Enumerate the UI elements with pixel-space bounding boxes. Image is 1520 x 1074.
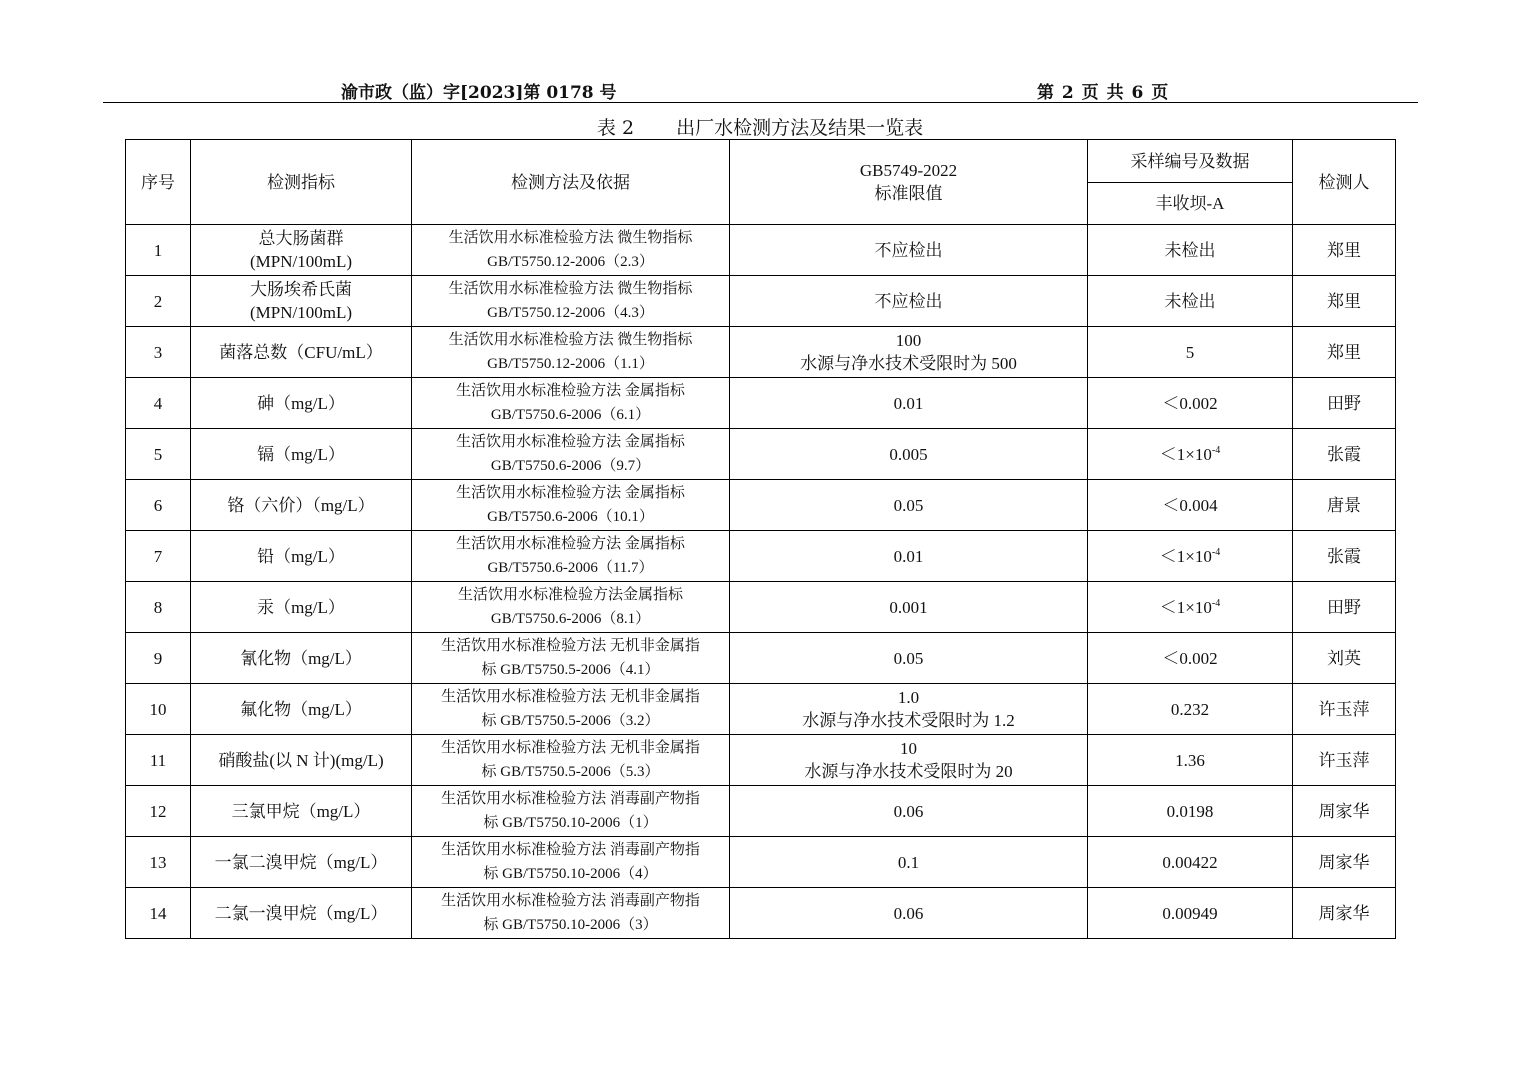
method-line: 标 GB/T5750.10-2006（3） (483, 917, 658, 933)
cell-result (1088, 582, 1293, 633)
result-value: ＜1×10 (1159, 546, 1212, 566)
cell-result (1088, 225, 1293, 276)
table-row (126, 378, 1396, 429)
table-row (126, 582, 1396, 633)
limit-line: 1.0 (897, 688, 920, 707)
indicator-line: 二氯一溴甲烷（mg/L） (214, 903, 388, 923)
method-line: 标 GB/T5750.10-2006（1） (483, 815, 658, 831)
method-line: GB/T5750.6-2006（10.1） (487, 509, 654, 525)
cell-method (412, 633, 730, 684)
method-line: 生活饮用水标准检验方法金属指标 (457, 587, 683, 603)
cell-method (412, 735, 730, 786)
limit-line: 水源与净水技术受限时为 1.2 (802, 711, 1015, 730)
indicator-line: 铬（六价）（mg/L） (227, 495, 375, 515)
method-line: 生活饮用水标准检验方法 金属指标 (456, 536, 685, 552)
limit-line: 0.05 (893, 495, 924, 515)
cell-result (1088, 735, 1293, 786)
cell-seq: 2 (126, 276, 191, 327)
result-value: ＜0.004 (1162, 495, 1218, 515)
limit-line: 0.01 (893, 393, 924, 413)
method-line: GB/T5750.6-2006（6.1） (490, 407, 651, 423)
table-row (126, 225, 1396, 276)
cell-limit (730, 735, 1088, 786)
indicator-line: 大肠埃希氏菌 (250, 280, 352, 299)
indicator-line: (MPN/100mL) (250, 303, 352, 322)
limit-line: 水源与净水技术受限时为 20 (804, 762, 1013, 781)
cell-seq: 4 (126, 378, 191, 429)
cell-result (1088, 837, 1293, 888)
cell-tester: 周家华 (1293, 888, 1396, 939)
table-row (126, 276, 1396, 327)
header-standard-label: 标准限值 (874, 184, 943, 203)
method-line: 生活饮用水标准检验方法 微生物指标 (448, 332, 693, 348)
result-exponent: -4 (1211, 597, 1221, 609)
cell-limit (730, 327, 1088, 378)
limit-line: 0.005 (889, 444, 928, 464)
cell-seq: 11 (126, 735, 191, 786)
cell-limit (730, 633, 1088, 684)
cell-result (1088, 684, 1293, 735)
method-line: GB/T5750.6-2006（8.1） (490, 611, 651, 627)
limit-line: 10 (900, 739, 917, 758)
cell-tester: 田野 (1293, 378, 1396, 429)
indicator-line: 镉（mg/L） (257, 444, 345, 464)
header-indicator: 检测指标 (191, 140, 412, 225)
cell-limit (730, 888, 1088, 939)
method-line: 生活饮用水标准检验方法 消毒副产物指 (441, 842, 700, 858)
cell-method (412, 225, 730, 276)
table-row (126, 786, 1396, 837)
method-line: 生活饮用水标准检验方法 金属指标 (456, 485, 685, 501)
cell-tester: 刘英 (1293, 633, 1396, 684)
header-tester: 检测人 (1293, 140, 1396, 225)
indicator-line: 菌落总数（CFU/mL） (219, 342, 383, 362)
limit-line: 0.01 (893, 546, 924, 566)
limit-line: 不应检出 (874, 240, 943, 260)
cell-limit (730, 531, 1088, 582)
table-row (126, 684, 1396, 735)
table-row (126, 735, 1396, 786)
result-value: 0.232 (1170, 699, 1210, 719)
indicator-line: 总大肠菌群 (258, 229, 344, 248)
cell-result (1088, 633, 1293, 684)
cell-result (1088, 276, 1293, 327)
cell-seq: 6 (126, 480, 191, 531)
method-line: 标 GB/T5750.10-2006（4） (483, 866, 658, 882)
cell-seq: 13 (126, 837, 191, 888)
table-row (126, 429, 1396, 480)
report-number: 渝市政（监）字[2023]第 0178 号 (341, 83, 617, 103)
table-title: 出厂水检测方法及结果一览表 (676, 117, 924, 139)
method-line: GB/T5750.12-2006（1.1） (487, 356, 654, 372)
cell-result (1088, 378, 1293, 429)
cell-limit (730, 429, 1088, 480)
cell-tester: 郑里 (1293, 225, 1396, 276)
cell-method (412, 888, 730, 939)
header-standard-limit (730, 140, 1088, 225)
cell-limit (730, 225, 1088, 276)
cell-indicator (191, 225, 412, 276)
cell-seq: 14 (126, 888, 191, 939)
method-line: GB/T5750.12-2006（4.3） (487, 305, 654, 321)
result-value: 5 (1185, 342, 1195, 362)
indicator-line: 氰化物（mg/L） (240, 648, 362, 668)
cell-tester: 许玉萍 (1293, 684, 1396, 735)
indicator-line: 三氯甲烷（mg/L） (231, 801, 371, 821)
indicator-line: 硝酸盐(以 N 计)(mg/L) (218, 750, 384, 770)
indicator-line: 氟化物（mg/L） (240, 699, 362, 719)
cell-seq: 1 (126, 225, 191, 276)
cell-method (412, 480, 730, 531)
cell-method (412, 327, 730, 378)
cell-limit (730, 684, 1088, 735)
result-value: 未检出 (1164, 240, 1216, 260)
cell-seq: 5 (126, 429, 191, 480)
method-line: GB/T5750.6-2006（9.7） (490, 458, 651, 474)
cell-tester: 郑里 (1293, 276, 1396, 327)
method-line: GB/T5750.12-2006（2.3） (487, 254, 654, 270)
cell-indicator (191, 837, 412, 888)
result-exponent: -4 (1211, 444, 1221, 456)
cell-result (1088, 786, 1293, 837)
table-row (126, 480, 1396, 531)
indicator-line: 汞（mg/L） (257, 597, 345, 617)
cell-indicator (191, 531, 412, 582)
table-row (126, 327, 1396, 378)
method-line: 生活饮用水标准检验方法 消毒副产物指 (441, 893, 700, 909)
method-line: 生活饮用水标准检验方法 无机非金属指 (441, 689, 700, 705)
cell-tester: 周家华 (1293, 786, 1396, 837)
header-sample-id: 丰收坝-A (1088, 183, 1293, 225)
limit-line: 水源与净水技术受限时为 500 (800, 354, 1017, 373)
cell-limit (730, 786, 1088, 837)
method-line: 生活饮用水标准检验方法 消毒副产物指 (441, 791, 700, 807)
cell-indicator (191, 429, 412, 480)
cell-seq: 8 (126, 582, 191, 633)
result-value: 0.0198 (1166, 801, 1214, 821)
cell-limit (730, 480, 1088, 531)
limit-line: 0.1 (897, 852, 920, 872)
result-value: 未检出 (1164, 291, 1216, 311)
cell-indicator (191, 888, 412, 939)
result-value: 0.00422 (1162, 852, 1218, 872)
cell-result (1088, 480, 1293, 531)
table-number: 表 2 (596, 117, 635, 139)
cell-method (412, 276, 730, 327)
cell-seq: 3 (126, 327, 191, 378)
cell-seq: 12 (126, 786, 191, 837)
results-table (125, 139, 1396, 939)
cell-indicator (191, 684, 412, 735)
cell-seq: 10 (126, 684, 191, 735)
cell-method (412, 837, 730, 888)
cell-indicator (191, 378, 412, 429)
limit-line: 0.06 (893, 903, 924, 923)
cell-indicator (191, 327, 412, 378)
result-value: ＜0.002 (1162, 648, 1218, 668)
cell-limit (730, 276, 1088, 327)
cell-result (1088, 888, 1293, 939)
method-line: 生活饮用水标准检验方法 微生物指标 (448, 230, 693, 246)
header-method: 检测方法及依据 (412, 140, 730, 225)
method-line: 生活饮用水标准检验方法 无机非金属指 (441, 638, 700, 654)
cell-tester: 张霞 (1293, 429, 1396, 480)
cell-limit (730, 837, 1088, 888)
indicator-line: 一氯二溴甲烷（mg/L） (214, 852, 388, 872)
method-line: 标 GB/T5750.5-2006（4.1） (481, 662, 660, 678)
cell-result (1088, 429, 1293, 480)
cell-indicator (191, 276, 412, 327)
limit-line: 0.06 (893, 801, 924, 821)
cell-seq: 9 (126, 633, 191, 684)
cell-method (412, 684, 730, 735)
limit-line: 0.05 (893, 648, 924, 668)
cell-indicator (191, 633, 412, 684)
header-divider (103, 102, 1418, 103)
cell-indicator (191, 786, 412, 837)
result-value: 1.36 (1175, 750, 1205, 770)
cell-result (1088, 531, 1293, 582)
header-sample-group: 采样编号及数据 (1088, 140, 1293, 183)
indicator-line: (MPN/100mL) (250, 252, 352, 271)
cell-tester: 田野 (1293, 582, 1396, 633)
table-body (126, 225, 1396, 939)
method-line: 标 GB/T5750.5-2006（5.3） (481, 764, 660, 780)
cell-method (412, 429, 730, 480)
result-exponent: -4 (1211, 546, 1221, 558)
cell-tester: 周家华 (1293, 837, 1396, 888)
limit-line: 不应检出 (874, 291, 943, 311)
method-line: 生活饮用水标准检验方法 金属指标 (456, 434, 685, 450)
indicator-line: 铅（mg/L） (257, 546, 345, 566)
cell-seq: 7 (126, 531, 191, 582)
result-value: ＜1×10 (1159, 444, 1212, 464)
header-standard-code: GB5749-2022 (859, 161, 958, 180)
cell-tester: 许玉萍 (1293, 735, 1396, 786)
table-caption (0, 113, 1520, 140)
cell-tester: 唐景 (1293, 480, 1396, 531)
method-line: 生活饮用水标准检验方法 微生物指标 (448, 281, 693, 297)
result-value: 0.00949 (1162, 903, 1218, 923)
table-row (126, 531, 1396, 582)
cell-indicator (191, 582, 412, 633)
limit-line: 0.001 (889, 597, 928, 617)
cell-indicator (191, 480, 412, 531)
cell-indicator (191, 735, 412, 786)
result-value: ＜0.002 (1162, 393, 1218, 413)
cell-method (412, 786, 730, 837)
page-indicator: 第 2 页 共 6 页 (1037, 83, 1170, 103)
method-line: 生活饮用水标准检验方法 无机非金属指 (441, 740, 700, 756)
cell-result (1088, 327, 1293, 378)
cell-method (412, 531, 730, 582)
table-row (126, 888, 1396, 939)
cell-limit (730, 582, 1088, 633)
cell-limit (730, 378, 1088, 429)
cell-method (412, 378, 730, 429)
table-row (126, 837, 1396, 888)
header-seq: 序号 (126, 140, 191, 225)
cell-method (412, 582, 730, 633)
table-header (126, 140, 1396, 225)
method-line: 标 GB/T5750.5-2006（3.2） (481, 713, 660, 729)
method-line: GB/T5750.6-2006（11.7） (487, 560, 654, 576)
table-row (126, 633, 1396, 684)
limit-line: 100 (895, 331, 922, 350)
method-line: 生活饮用水标准检验方法 金属指标 (456, 383, 685, 399)
cell-tester: 张霞 (1293, 531, 1396, 582)
indicator-line: 砷（mg/L） (257, 393, 345, 413)
cell-tester: 郑里 (1293, 327, 1396, 378)
result-value: ＜1×10 (1159, 597, 1212, 617)
